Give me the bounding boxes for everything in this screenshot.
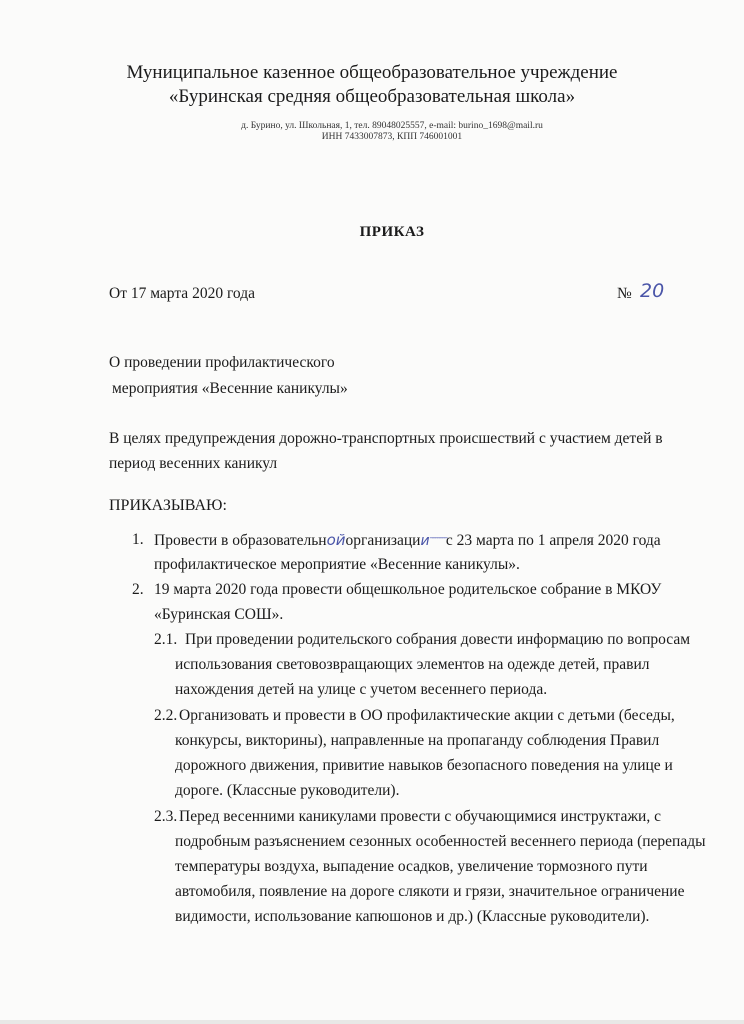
item-2-line1: 19 марта 2020 года провести общешкольное родительское собрание в МКОУ bbox=[154, 581, 662, 598]
subitem-2-1-line3: нахождения детей на улице с учетом весеннего периода. bbox=[175, 681, 548, 698]
item-1-line1 bbox=[154, 531, 661, 550]
subitem-2-3-line5: видимости, использование капюшонов и др.) (Классные руководители). bbox=[175, 908, 650, 925]
subitem-2-2-line3: дорожного движения, привитие навыков безопасного поведения на улице и bbox=[175, 757, 673, 774]
subitem-2-1-line1: При проведении родительского собрания довести информацию по вопросам bbox=[185, 631, 691, 648]
purpose-line1: В целях предупреждения дорожно-транспортных происшествий с участием детей в bbox=[109, 430, 663, 447]
org-contact-line1: д. Бурино, ул. Школьная, 1, тел. 89048025557, e-mail: burino_1698@mail.ru bbox=[241, 121, 543, 131]
number-label: № bbox=[617, 285, 632, 302]
document-date: От 17 марта 2020 года bbox=[109, 285, 255, 302]
subitem-2-1-line2: использования световозвращающих элементов на одежде детей, правил bbox=[175, 656, 650, 673]
document-title: ПРИКАЗ bbox=[359, 224, 425, 240]
purpose-line2: период весенних каникул bbox=[109, 455, 278, 472]
subitem-2-3-line2: подробным разъяснением сезонных особенностей весеннего периода (перепады bbox=[175, 833, 706, 850]
scan-bottom-edge bbox=[0, 1020, 744, 1024]
item-1-handwritten-ending-1: ой bbox=[326, 531, 346, 549]
subitem-2-3-line1: Перед весенними каникулами провести с обучающимися инструктажи, с bbox=[179, 808, 661, 825]
item-1-text-b: организаци bbox=[345, 532, 421, 549]
subitem-2-3-line3: температуры воздуха, выпадение осадков, увеличение тормозного пути bbox=[175, 858, 648, 875]
subitem-2-2-line4: дороге. (Классные руководители). bbox=[175, 782, 400, 799]
item-1-handwritten-ending-2: и bbox=[420, 533, 430, 549]
scribble-mark: ˉˉˉˉˉˉˉ bbox=[429, 533, 446, 548]
org-contact-line2: ИНН 7433007873, КПП 746001001 bbox=[321, 132, 463, 142]
subitem-2-3-line4: автомобиля, появление на дороге слякоти и грязи, значительное ограничение bbox=[175, 883, 685, 900]
item-2-line2: «Буринская СОШ». bbox=[154, 606, 284, 623]
document-number-handwritten: 20 bbox=[640, 280, 665, 302]
order-word: ПРИКАЗЫВАЮ: bbox=[109, 497, 227, 514]
item-1-text-a: Провести в образовательн bbox=[154, 532, 327, 549]
subitem-2-1-number: 2.1. bbox=[154, 631, 178, 648]
subitem-2-3-number: 2.3. bbox=[154, 808, 178, 825]
subitem-2-2-number: 2.2. bbox=[154, 707, 178, 724]
subitem-2-2-line1: Организовать и провести в ОО профилактические акции с детьми (беседы, bbox=[179, 707, 675, 724]
subject-line2: мероприятия «Весенние каникулы» bbox=[112, 380, 348, 397]
org-name-line1: Муниципальное казенное общеобразовательное учреждение bbox=[126, 62, 618, 83]
subitem-2-2-line2: конкурсы, викторины), направленные на пропаганду соблюдения Правил bbox=[175, 732, 660, 749]
item-1-number: 1. bbox=[132, 531, 144, 548]
item-2-number: 2. bbox=[132, 581, 144, 598]
item-1-text-c: с 23 марта по 1 апреля 2020 года bbox=[445, 532, 661, 549]
org-name-line2: «Буринская средняя общеобразовательная школа» bbox=[168, 86, 576, 107]
subject-line1: О проведении профилактического bbox=[109, 354, 335, 371]
item-1-line2: профилактическое мероприятие «Весенние каникулы». bbox=[154, 556, 520, 573]
